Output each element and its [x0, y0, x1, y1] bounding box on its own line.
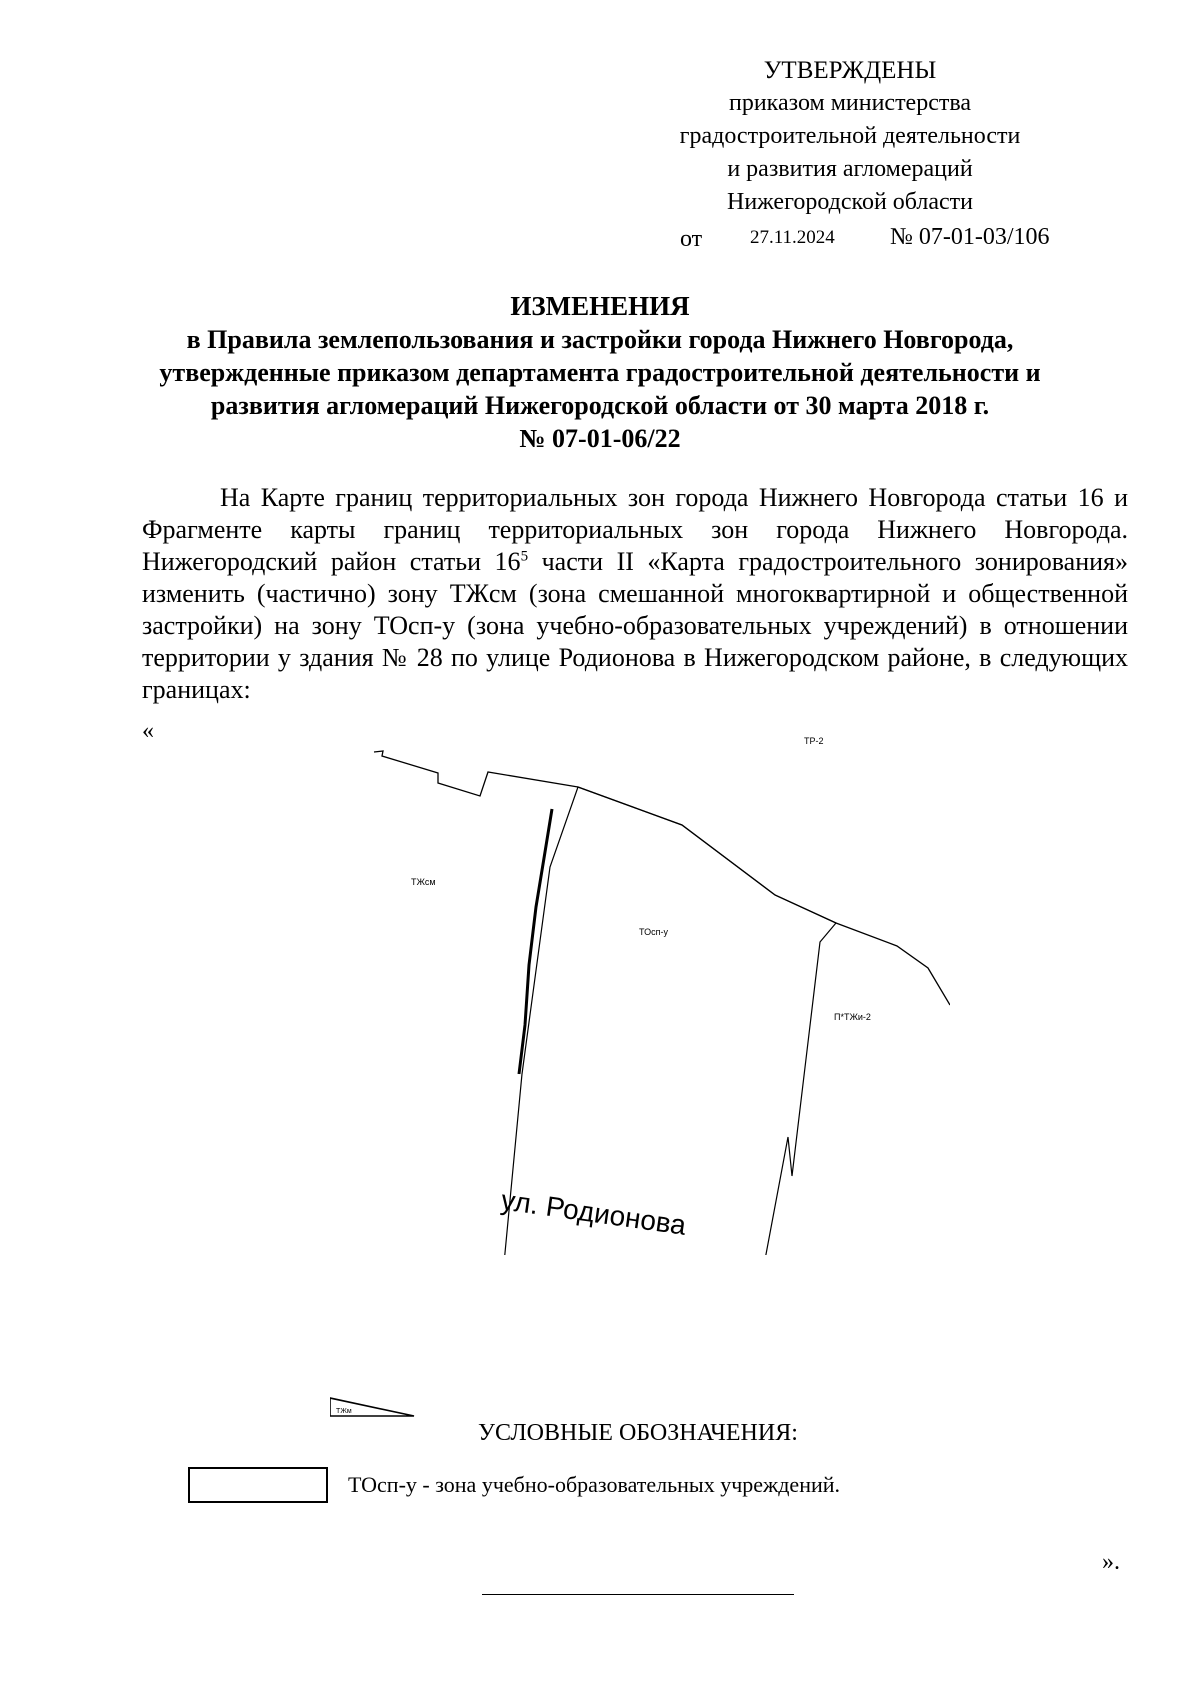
zone-label-tzhsm: ТЖсм — [411, 877, 436, 887]
order-date: 27.11.2024 — [750, 227, 835, 248]
legend-swatch — [188, 1467, 328, 1503]
legend-marker-icon — [330, 1397, 416, 1419]
opening-quote: « — [142, 718, 154, 744]
footer-divider — [482, 1594, 794, 1595]
heading-line-1: в Правила землепользования и застройки города Нижнего Новгорода, — [186, 325, 1014, 354]
date-prefix: от — [680, 226, 703, 252]
approval-line-3: и развития агломераций — [727, 156, 973, 182]
legend-title: УСЛОВНЫЕ ОБОЗНАЧЕНИЯ: — [478, 1420, 798, 1446]
body-text-part-1: На Карте границ территориальных зон города Нижнего Новгорода статьи 16 и Фрагменте карты границ территориальных зон города Нижнего Новгорода. Нижегородский район статьи 16 — [142, 483, 1128, 576]
tosp-zone-outline — [496, 787, 836, 1255]
heading-line-2: утвержденные приказом департамента градостроительной деятельности и — [159, 358, 1041, 387]
map-boundary-top-right — [578, 787, 950, 1005]
approval-stamp — [640, 54, 1060, 255]
document-heading — [100, 290, 1100, 455]
heading-title: ИЗМЕНЕНИЯ — [510, 291, 690, 321]
zone-label-tr2: ТР-2 — [804, 736, 824, 746]
legend-item-text: ТОсп-у - зона учебно-образовательных учреждений. — [348, 1472, 841, 1497]
approval-line-1: приказом министерства — [728, 90, 972, 116]
order-number: № 07-01-03/106 — [890, 224, 1050, 250]
map-boundary-top-left — [374, 751, 578, 796]
article-superscript: 5 — [520, 548, 529, 565]
zone-label-tosp: ТОсп-у — [639, 927, 668, 937]
closing-quote: ». — [1102, 1549, 1120, 1575]
zone-label-ptzhi: П*ТЖи-2 — [834, 1012, 871, 1022]
heading-line-4: № 07-01-06/22 — [519, 424, 681, 453]
body-text-part-2: части II «Карта градостроительного зонирования» изменить (частично) зону ТЖсм (зона смешанной многоквартирной и общественной застройки) на зону ТОсп-у (зона учебно-образовательных учреждений) в отношении территории у здания № 28 по улице Родионова в Нижегородском районе, в следующих границах: — [142, 547, 1128, 704]
zone-map — [330, 735, 950, 1255]
street-label: ул. Родионова — [499, 1184, 689, 1241]
approval-line-2: градостроительной деятельности — [679, 123, 1021, 149]
approval-title: УТВЕРЖДЕНЫ — [763, 57, 937, 84]
order-details — [640, 219, 1060, 255]
zone-west-edge — [519, 809, 552, 1074]
body-paragraph — [142, 482, 1128, 706]
approval-line-4: Нижегородской области — [726, 189, 974, 215]
heading-line-3: развития агломераций Нижегородской области от 30 марта 2018 г. — [210, 391, 990, 420]
legend-marker-label: ТЖм — [336, 1408, 352, 1415]
